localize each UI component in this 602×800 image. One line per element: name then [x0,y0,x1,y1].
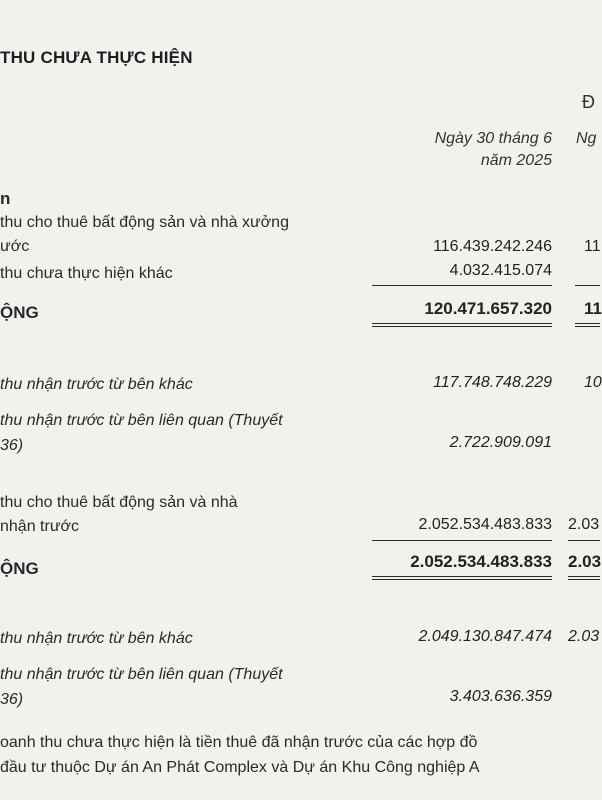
breakdown-value: 117.748.748.229 [433,374,552,391]
breakdown-next-col-value: 2.03 [568,628,600,645]
row-value: 116.439.242.246 [433,238,552,255]
cropped-top-text [0,0,600,6]
total-double-rule-next-col [568,576,600,580]
breakdown-label: thu nhận trước từ bên khác [0,630,193,647]
subtotal-rule [372,540,552,541]
column-header-date [435,128,552,172]
row-label-continued: ước [0,238,30,255]
breakdown-value: 2.049.130.847.474 [418,628,552,645]
row-next-col-value: 2.03 [568,516,600,533]
total-label: ỘNG [0,303,39,322]
total-value: 120.471.657.320 [424,299,552,318]
row-value: 2.052.534.483.833 [418,516,552,533]
total-double-rule [372,323,552,327]
total-next-col-value: 11 [584,299,602,318]
total-double-rule-next-col [575,323,600,327]
subtotal-rule [372,285,552,286]
breakdown-label-continued: 36) [0,437,24,454]
short-term-heading: n [0,189,11,208]
total-next-col-value: 2.03 [568,552,602,571]
subtotal-rule-next-col [575,285,600,286]
breakdown-next-col-value: 10 [584,374,602,391]
footnote-line1: oanh thu chưa thực hiện là tiền thuê đã nhận trước của các hợp đồ [0,734,478,751]
row-value: 4.032.415.074 [449,262,552,279]
right-column-header: Đ [582,92,595,112]
row-label: thu cho thuê bất động sản và nhà xưởng [0,214,289,231]
section-title: THU CHƯA THỰC HIỆN [0,48,193,67]
breakdown-value: 2.722.909.091 [449,434,552,451]
breakdown-label: thu nhận trước từ bên liên quan (Thuyết [0,666,283,683]
footnote-line2: đầu tư thuộc Dự án An Phát Complex và Dự án Khu Công nghiệp A [0,759,480,776]
breakdown-value: 3.403.636.359 [449,688,552,705]
total-double-rule [372,576,552,580]
breakdown-label-continued: 36) [0,691,24,708]
breakdown-label: thu nhận trước từ bên liên quan (Thuyết [0,412,283,429]
total-value: 2.052.534.483.833 [410,552,552,571]
row-label-continued: nhận trước [0,518,80,535]
subtotal-rule-next-col [568,540,600,541]
total-label: ỘNG [0,559,39,578]
row-next-col-value: 11 [584,238,601,255]
next-column-header-fragment: Ng [576,130,597,147]
breakdown-label: thu nhận trước từ bên khác [0,376,193,393]
row-label: thu chưa thực hiện khác [0,265,173,282]
column-header-line1: Ngày 30 tháng 6 [434,130,552,147]
column-header-line2: năm 2025 [480,152,552,169]
row-label: thu cho thuê bất động sản và nhà [0,494,238,511]
